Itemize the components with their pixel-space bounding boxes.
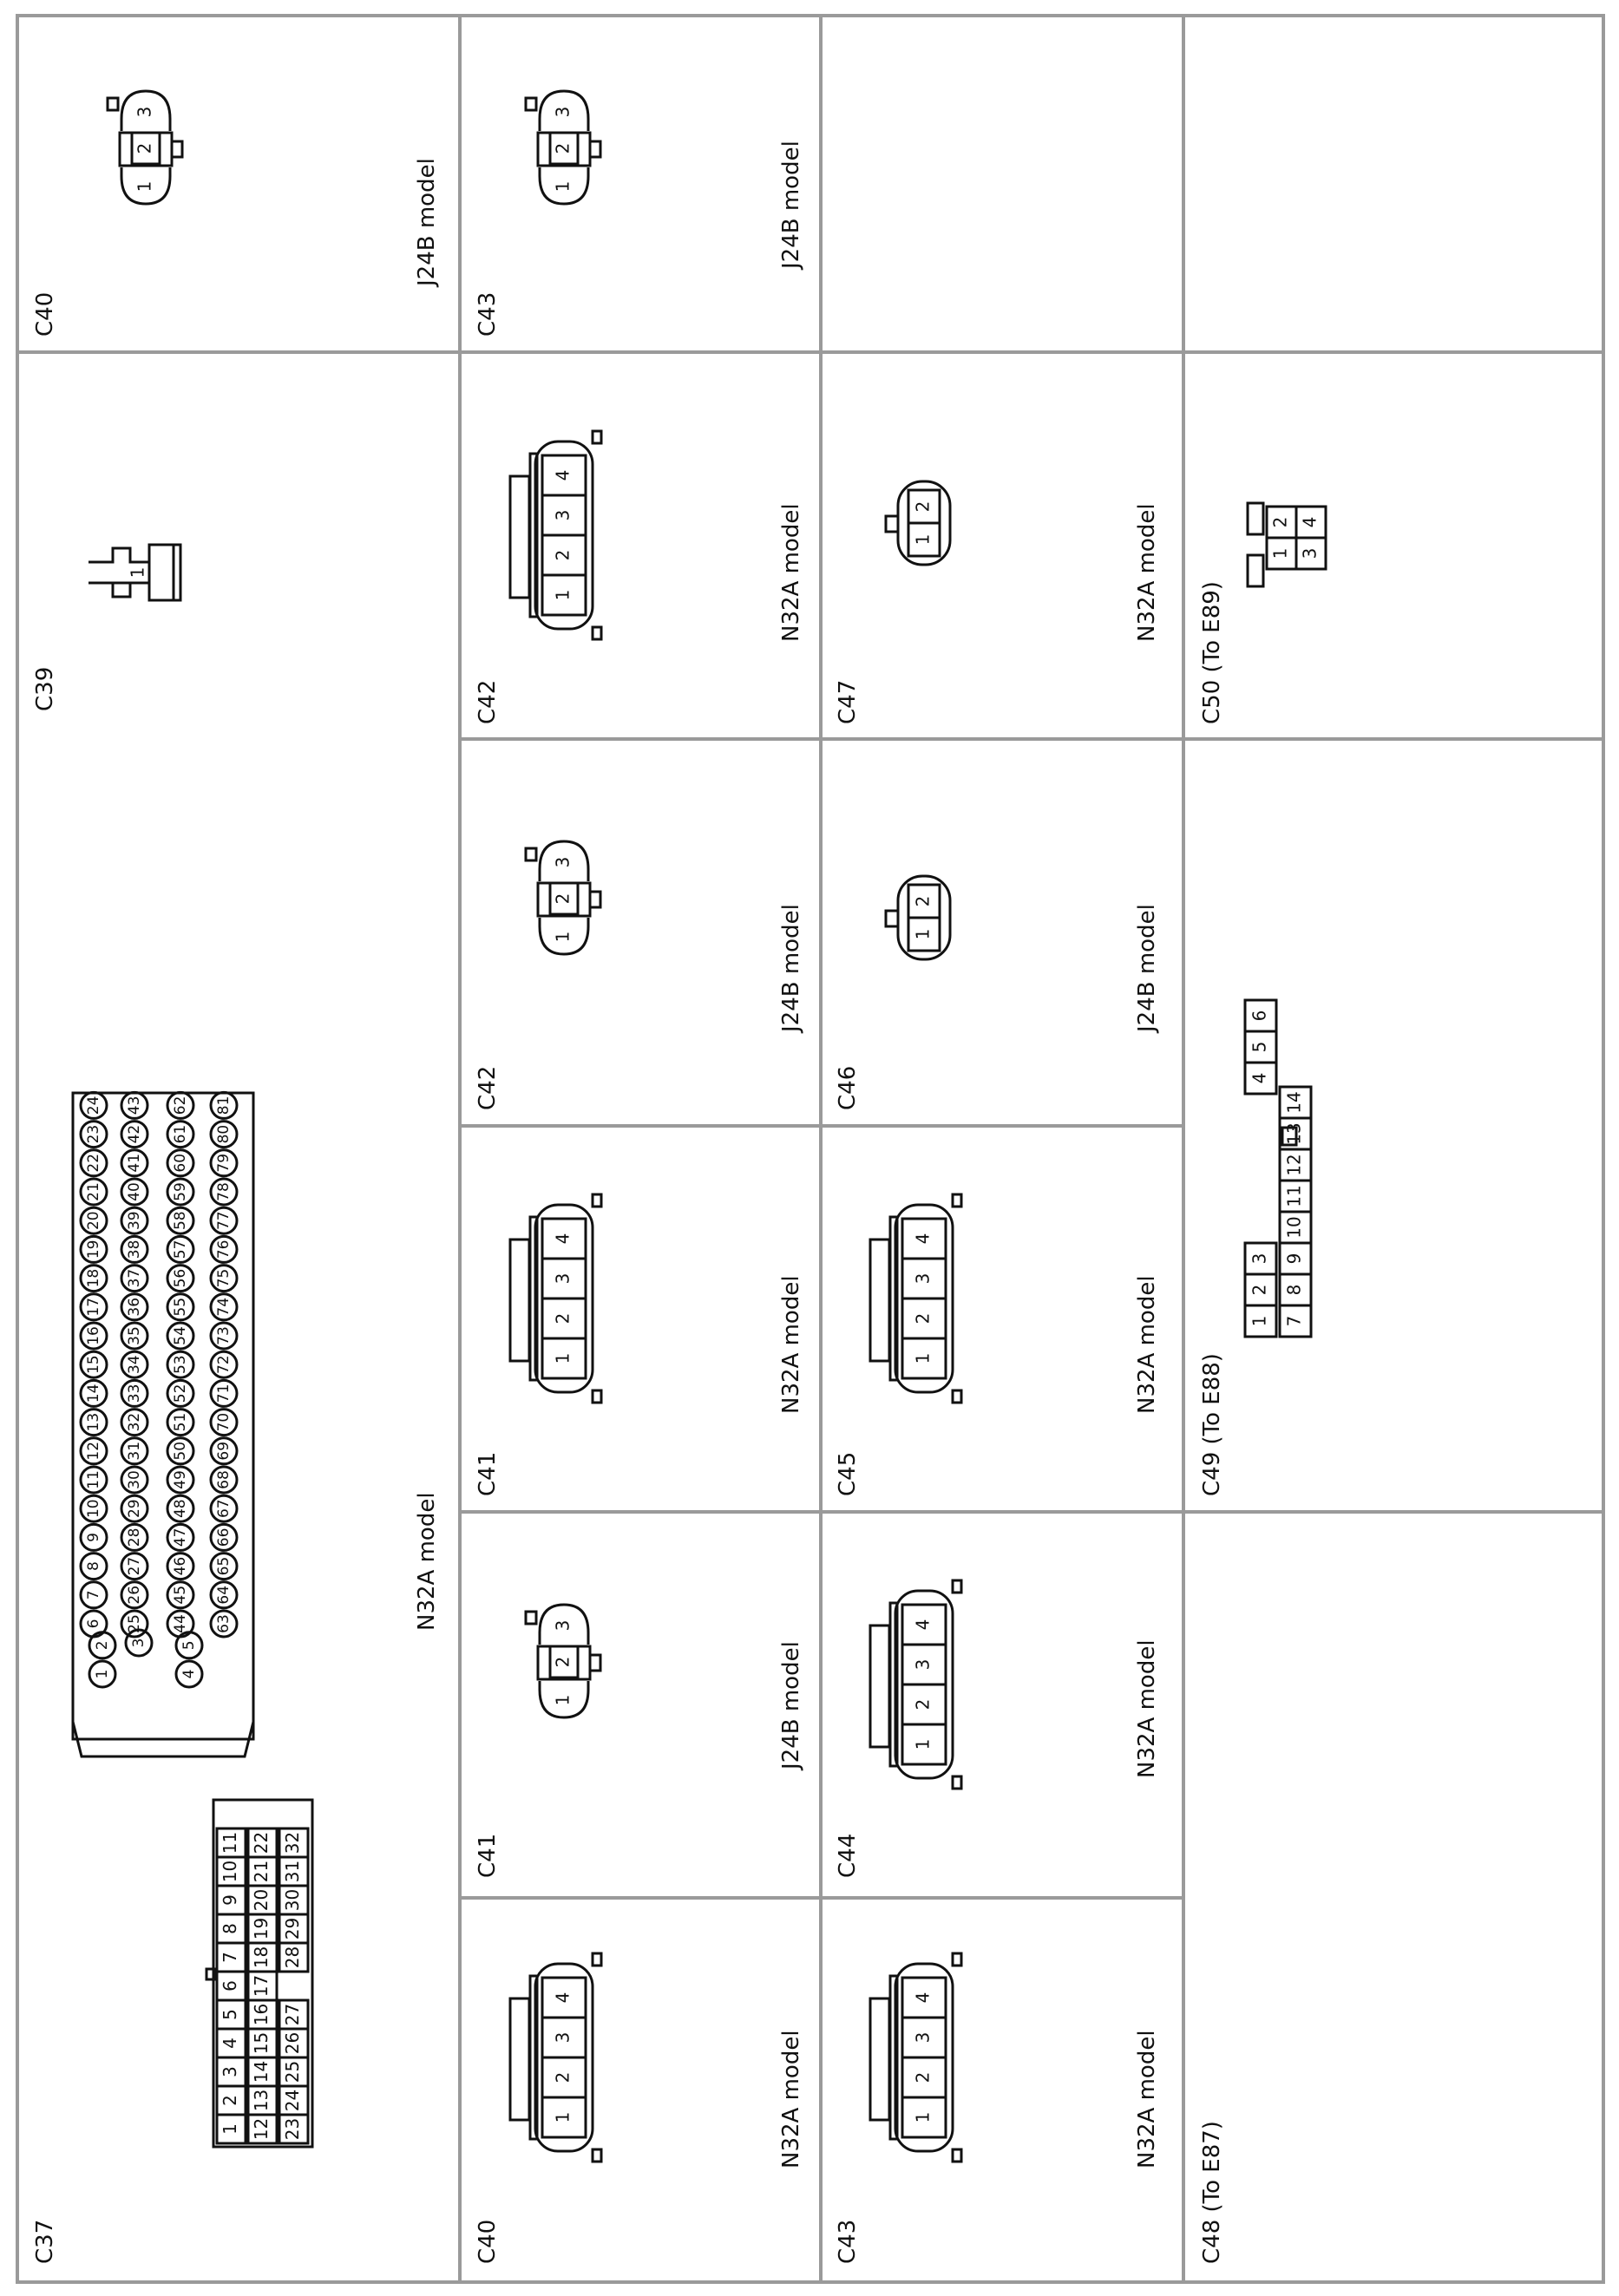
pin-number: 1 (552, 1352, 574, 1364)
pin-number: 10 (220, 1860, 240, 1883)
pin-number: 68 (215, 1470, 233, 1489)
pin-number: 78 (215, 1182, 233, 1201)
pin-number: 4 (220, 2038, 240, 2049)
pin-number: 75 (215, 1268, 233, 1288)
pin-number: 81 (215, 1096, 233, 1115)
pin-number: 21 (251, 1860, 272, 1883)
pin-number: 37 (126, 1268, 143, 1288)
pin-number: 4 (552, 1233, 574, 1245)
pin-number: 2 (1269, 516, 1291, 528)
pin-number: 35 (126, 1326, 143, 1345)
pin-number: 47 (172, 1527, 189, 1547)
c41-n32a-label: C41 (475, 1451, 501, 1496)
pin-number: 77 (215, 1211, 233, 1231)
pin-number: 1 (552, 1694, 574, 1706)
c42-n32a-model-label: N32A model (778, 503, 804, 642)
pin-number: 6 (85, 1619, 102, 1629)
pin-number: 4 (912, 1992, 934, 2004)
pin-number: 3 (912, 1658, 934, 1671)
pin-number: 19 (251, 1917, 272, 1940)
pin-number: 3 (134, 106, 155, 118)
pin-number: 14 (1283, 1091, 1305, 1114)
pin-number: 2 (94, 1640, 111, 1651)
pin-number: 26 (282, 2031, 303, 2055)
pin-number: 5 (180, 1640, 198, 1651)
c47-label: C47 (835, 679, 861, 724)
pin-number: 63 (215, 1614, 233, 1633)
pin-number: 15 (85, 1355, 102, 1375)
pin-number: 3 (912, 1272, 934, 1285)
c40-n32a-model-label: N32A model (778, 2030, 804, 2168)
pin-number: 16 (251, 2003, 272, 2026)
c40-j24b-label: C40 (32, 291, 58, 337)
pin-number: 7 (220, 1952, 240, 1963)
pin-number: 3 (1249, 1253, 1270, 1265)
pin-number: 57 (172, 1240, 189, 1259)
pin-number: 3 (552, 106, 574, 118)
pin-number: 32 (282, 1831, 303, 1854)
pin-number: 16 (85, 1326, 102, 1345)
pin-number: 33 (126, 1383, 143, 1403)
pin-number: 25 (126, 1614, 143, 1633)
pin-number: 1 (220, 2123, 240, 2135)
pin-number: 3 (130, 1638, 147, 1648)
pin-number: 19 (85, 1240, 102, 1259)
pin-number: 2 (552, 1656, 574, 1668)
pin-number: 22 (251, 1831, 272, 1854)
pin-number: 13 (1283, 1122, 1305, 1145)
c37-model-label: N32A model (414, 1492, 440, 1631)
c43-n32a-model-label: N32A model (1134, 2030, 1160, 2168)
pin-number: 43 (126, 1096, 143, 1115)
pin-number: 59 (172, 1182, 189, 1201)
pin-number: 12 (1283, 1154, 1305, 1176)
pin-number: 7 (1283, 1315, 1305, 1327)
pin-number: 55 (172, 1297, 189, 1317)
pin-number: 48 (172, 1499, 189, 1519)
pin-number: 58 (172, 1211, 189, 1231)
pin-number: 46 (172, 1556, 189, 1576)
pin-number: 1 (912, 1352, 934, 1364)
pin-number: 76 (215, 1240, 233, 1259)
pin-number: 14 (85, 1383, 102, 1403)
pin-number: 53 (172, 1355, 189, 1375)
pin-number: 11 (85, 1470, 102, 1489)
pin-number: 7 (85, 1590, 102, 1600)
pin-number: 5 (220, 2009, 240, 2020)
pin-number: 52 (172, 1383, 189, 1403)
c39-label: C39 (32, 666, 58, 711)
pin-number: 10 (85, 1499, 102, 1519)
pin-number: 39 (126, 1211, 143, 1231)
pin-number: 17 (85, 1297, 102, 1317)
pin-number: 8 (1283, 1284, 1305, 1296)
pin-number: 21 (85, 1182, 102, 1201)
c43-j24b-label: C43 (475, 291, 501, 337)
pin-number: 27 (282, 2003, 303, 2026)
pin-number: 24 (282, 2089, 303, 2112)
pin-number: 9 (220, 1894, 240, 1906)
c40-j24b-model-label: J24B model (414, 158, 440, 286)
pin-number: 1 (1249, 1315, 1270, 1327)
pin-number: 44 (172, 1614, 189, 1633)
pin-number: 14 (251, 2060, 272, 2083)
pin-number: 2 (912, 1312, 934, 1325)
pin-number: 3 (552, 509, 574, 521)
pin-number: 41 (126, 1153, 143, 1173)
pin-number: 1 (912, 1738, 934, 1750)
pin-number: 1 (127, 566, 148, 579)
pin-number: 66 (215, 1527, 233, 1547)
pin-number: 42 (126, 1124, 143, 1144)
pin-number: 12 (85, 1441, 102, 1461)
pin-number: 2 (912, 500, 934, 513)
c42-n32a-label: C42 (475, 679, 501, 724)
pin-number: 4 (1299, 516, 1321, 528)
pin-number: 9 (1283, 1253, 1305, 1265)
pin-number: 2 (912, 2071, 934, 2083)
pin-number: 3 (552, 1619, 574, 1632)
pin-number: 62 (172, 1096, 189, 1115)
c47-model-label: N32A model (1134, 503, 1160, 642)
pin-number: 80 (215, 1124, 233, 1144)
pin-number: 4 (552, 469, 574, 481)
pin-number: 2 (912, 1698, 934, 1711)
pin-number: 31 (282, 1860, 303, 1883)
c50-label: C50 (To E89) (1199, 581, 1225, 724)
pin-number: 1 (552, 589, 574, 601)
c40-n32a-label: C40 (475, 2219, 501, 2264)
pin-number: 18 (251, 1946, 272, 1969)
pin-number: 74 (215, 1297, 233, 1317)
pin-number: 27 (126, 1556, 143, 1576)
c41-j24b-label: C41 (475, 1833, 501, 1878)
pin-number: 15 (251, 2031, 272, 2055)
pin-number: 2 (552, 549, 574, 561)
pin-number: 79 (215, 1153, 233, 1173)
pin-number: 25 (282, 2060, 303, 2083)
pin-number: 2 (552, 893, 574, 905)
pin-number: 61 (172, 1124, 189, 1144)
pin-number: 1 (94, 1669, 111, 1679)
pin-number: 22 (85, 1153, 102, 1173)
c41-j24b-model-label: J24B model (778, 1641, 804, 1769)
pin-number: 34 (126, 1355, 143, 1375)
pin-number: 1 (1269, 547, 1291, 559)
pin-number: 1 (912, 2111, 934, 2123)
pin-number: 50 (172, 1441, 189, 1461)
pin-number: 12 (251, 2117, 272, 2141)
pin-number: 36 (126, 1297, 143, 1317)
c45-model-label: N32A model (1134, 1275, 1160, 1414)
c41-n32a-model-label: N32A model (778, 1275, 804, 1414)
pin-number: 40 (126, 1182, 143, 1201)
pin-number: 1 (912, 928, 934, 940)
pin-number: 30 (282, 1888, 303, 1912)
pin-number: 8 (85, 1561, 102, 1572)
c43-j24b-model-label: J24B model (778, 141, 804, 269)
pin-number: 2 (552, 2071, 574, 2083)
pin-number: 9 (85, 1532, 102, 1542)
pin-number: 23 (85, 1124, 102, 1144)
pin-number: 28 (282, 1946, 303, 1969)
pin-number: 13 (251, 2089, 272, 2112)
c49-label: C49 (To E88) (1199, 1353, 1225, 1496)
pin-number: 20 (85, 1211, 102, 1231)
pin-number: 2 (912, 895, 934, 907)
pin-number: 4 (912, 1619, 934, 1631)
pin-number: 24 (85, 1096, 102, 1115)
pin-number: 70 (215, 1412, 233, 1432)
pin-number: 49 (172, 1470, 189, 1489)
pin-number: 17 (251, 1974, 272, 1998)
pin-number: 4 (1249, 1072, 1270, 1084)
pin-number: 3 (1299, 547, 1321, 559)
pin-number: 4 (912, 1233, 934, 1245)
c43-n32a-label: C43 (835, 2219, 861, 2264)
pin-number: 5 (1249, 1041, 1270, 1053)
c45-label: C45 (835, 1451, 861, 1496)
pin-number: 4 (552, 1992, 574, 2004)
c44-model-label: N32A model (1134, 1639, 1160, 1778)
pin-number: 2 (1249, 1284, 1270, 1296)
pin-number: 32 (126, 1412, 143, 1432)
pin-number: 72 (215, 1355, 233, 1375)
c48-label: C48 (To E87) (1199, 2121, 1225, 2264)
pin-number: 2 (552, 1312, 574, 1325)
pin-number: 29 (282, 1917, 303, 1940)
c44-label: C44 (835, 1833, 861, 1878)
pin-number: 28 (126, 1527, 143, 1547)
pin-number: 8 (220, 1923, 240, 1934)
pin-number: 1 (912, 533, 934, 546)
pin-number: 54 (172, 1326, 189, 1345)
c37-label: C37 (32, 2219, 58, 2264)
pin-number: 23 (282, 2117, 303, 2141)
pin-number: 29 (126, 1499, 143, 1519)
pin-number: 3 (912, 2031, 934, 2044)
c46-label: C46 (835, 1065, 861, 1110)
pin-number: 3 (552, 856, 574, 868)
pin-number: 20 (251, 1888, 272, 1912)
pin-number: 64 (215, 1585, 233, 1605)
pin-number: 51 (172, 1412, 189, 1432)
pin-number: 2 (552, 142, 574, 154)
pin-number: 6 (1249, 1010, 1270, 1022)
pin-number: 56 (172, 1268, 189, 1288)
pin-number: 73 (215, 1326, 233, 1345)
c46-model-label: J24B model (1134, 904, 1160, 1032)
pin-number: 26 (126, 1585, 143, 1605)
pin-number: 67 (215, 1499, 233, 1519)
pin-number: 11 (1283, 1185, 1305, 1207)
pin-number: 1 (552, 180, 574, 193)
pin-number: 4 (180, 1669, 198, 1679)
pin-number: 2 (134, 142, 155, 154)
pin-number: 1 (134, 180, 155, 193)
pin-number: 3 (220, 2066, 240, 2077)
pin-number: 10 (1283, 1216, 1305, 1239)
pin-number: 13 (85, 1412, 102, 1432)
pin-number: 45 (172, 1585, 189, 1605)
c42-j24b-label: C42 (475, 1065, 501, 1110)
pin-number: 1 (552, 2111, 574, 2123)
pin-number: 6 (220, 1980, 240, 1992)
pin-number: 38 (126, 1240, 143, 1259)
pin-number: 30 (126, 1470, 143, 1489)
pin-number: 1 (552, 931, 574, 943)
pin-number: 31 (126, 1441, 143, 1461)
pin-number: 11 (220, 1831, 240, 1854)
pin-number: 71 (215, 1383, 233, 1403)
pin-number: 2 (220, 2095, 240, 2106)
pin-number: 18 (85, 1268, 102, 1288)
pin-number: 65 (215, 1556, 233, 1576)
pin-number: 3 (552, 2031, 574, 2044)
c42-j24b-model-label: J24B model (778, 904, 804, 1032)
pin-number: 69 (215, 1441, 233, 1461)
pin-number: 60 (172, 1153, 189, 1173)
pin-number: 3 (552, 1272, 574, 1285)
